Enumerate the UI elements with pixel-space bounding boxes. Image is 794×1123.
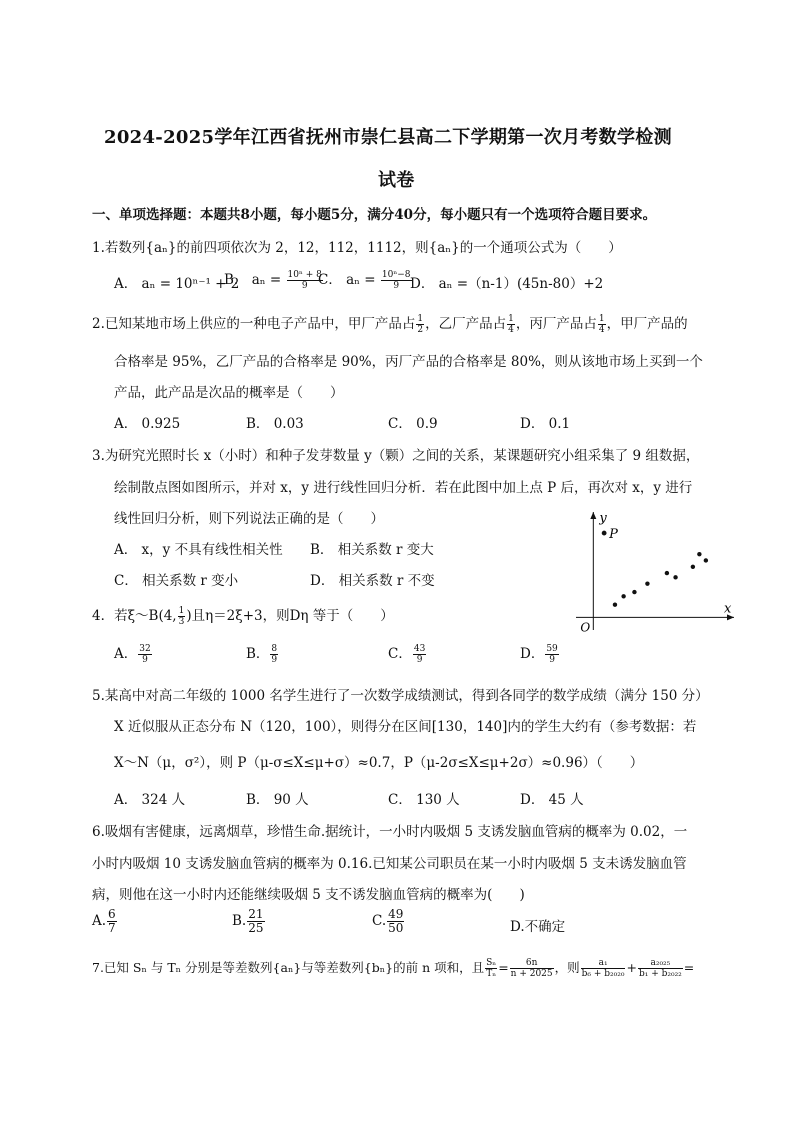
q2-option-b: B． 0.03: [246, 416, 304, 432]
q5-option-a: A． 324 人: [114, 792, 186, 808]
q7-f1-num: Sₙ: [486, 958, 497, 968]
q2-line2: 合格率是 95%，乙厂产品的合格率是 90%，丙厂产品的合格率是 80%，则从该地市场上买到一个: [114, 354, 703, 370]
q3-option-d: D． 相关系数 r 不变: [310, 573, 435, 589]
q4-stem: [92, 604, 394, 627]
q4-d-num: 59: [546, 644, 558, 654]
q2-option-d: D． 0.1: [520, 416, 571, 432]
q6-b-num: 21: [248, 907, 264, 921]
scatter-point-9: [704, 558, 708, 562]
point-p-label: P: [609, 527, 618, 543]
scatter-point-2: [621, 594, 625, 598]
q4-a-fraction: [138, 644, 151, 665]
q2-option-a: A． 0.925: [114, 416, 181, 432]
q2-fraction-yi: [507, 314, 515, 335]
q6-a-den: 7: [108, 921, 116, 935]
q5-option-d: D． 45 人: [520, 792, 584, 808]
q4-stem-a: 4．若ξ～B(4,: [92, 608, 177, 624]
q3-option-c: C． 相关系数 r 变小: [114, 573, 239, 589]
q5-option-c: C． 130 人: [388, 792, 460, 808]
q2-f2-den: 4: [508, 325, 514, 335]
q7-f3-num: a₁: [581, 958, 626, 969]
q7-stem: [92, 958, 694, 979]
q2-fraction-bing: [598, 314, 606, 335]
q7-f4-num: a₂₀₂₅: [638, 958, 683, 969]
q2-text-a: 2.已知某地市场上供应的一种电子产品中，甲厂产品占: [92, 316, 416, 332]
y-axis-label: y: [599, 511, 607, 526]
q6-c-label: C.: [372, 913, 387, 929]
q2-f1-den: 2: [417, 325, 424, 335]
q1-option-c: [318, 268, 413, 291]
q3-line2: 绘制散点图如图所示，并对 x，y 进行线性回归分析．若在此图中加上点 P 后，再次对 x，y 进行: [114, 480, 693, 496]
scatter-point-6: [673, 575, 677, 579]
q4-a-label: A．: [114, 646, 138, 662]
scatter-point-1: [613, 603, 617, 607]
q1-b-numerator: 10ⁿ + 8: [287, 270, 322, 280]
q4-a-num: 32: [139, 644, 151, 654]
exam-title-line1: 2024-2025学年江西省抚州市崇仁县高二下学期第一次月考数学检测: [104, 127, 672, 148]
q4-c-label: C．: [388, 646, 412, 662]
q7-plus: +: [626, 960, 637, 975]
q7-fraction-s-over-t: [485, 958, 497, 979]
q4-b-fraction: [270, 644, 278, 665]
q2-text-b: ，乙厂产品占: [425, 316, 507, 332]
q7-fraction-6n: [510, 958, 554, 979]
q5-line2: X 近似服从正态分布 N（120，100），则得分在区间[130，140]内的学生大约有（参考数据：若: [114, 719, 697, 735]
q7-f4-den: b₁ + b₂₀₂₂: [638, 969, 682, 979]
q4-b-num: 8: [271, 644, 278, 654]
q7-mid: ，则: [554, 960, 580, 975]
q1-c-numerator: 10ⁿ−8: [381, 270, 411, 280]
q2-f1-num: 1: [417, 314, 424, 324]
section-heading: 一、单项选择题：本题共8小题，每小题5分，满分40分，每小题只有一个选项符合题目要求。: [92, 207, 657, 223]
q4-b-den: 9: [271, 655, 278, 665]
q2-line1: [92, 312, 688, 335]
y-axis-arrow: [590, 512, 596, 519]
q2-f2-num: 1: [508, 314, 514, 324]
q1-c-denominator: 9: [393, 281, 400, 291]
q4-option-d: [520, 642, 560, 665]
q6-a-fraction: [107, 908, 117, 935]
q1-option-a: A． aₙ = 10ⁿ⁻¹ + 2: [114, 276, 240, 292]
q4-stem-b: )且η＝2ξ+3，则Dη 等于（ ）: [186, 608, 394, 624]
q3-scatter-plot: [572, 500, 742, 640]
q1-option-b: [224, 268, 324, 291]
q1-b-denominator: 9: [301, 281, 308, 291]
q6-c-den: 50: [388, 921, 404, 935]
scatter-point-7: [691, 565, 695, 569]
scatter-point-p: [602, 531, 607, 536]
q7-f2-den: n + 2025: [510, 969, 553, 979]
q6-line3: 病，则他在这一小时内还能继续吸烟 5 支不诱发脑血管病的概率为( ): [92, 887, 525, 903]
q7-fraction-a1: [581, 958, 626, 979]
scatter-point-5: [665, 571, 669, 575]
q6-c-num: 49: [388, 907, 404, 921]
q5-line3: X～N（μ，σ²），则 P（μ-σ≤X≤μ+σ）≈0.7，P（μ-2σ≤X≤μ+2σ）≈0.96）（ ）: [114, 755, 644, 771]
q6-a-num: 6: [108, 907, 116, 921]
q7-f3-den: b₆ + b₂₀₂₀: [581, 969, 625, 979]
q4-d-fraction: [545, 644, 558, 665]
q3-option-a: A． x，y 不具有线性相关性: [114, 542, 283, 558]
q2-option-c: C． 0.9: [388, 416, 438, 432]
q7-eq: =: [498, 960, 509, 975]
q6-option-c: [372, 908, 405, 935]
q4-option-a: [114, 642, 153, 665]
q7-text-a: 7.已知 Sₙ 与 Tₙ 分别是等差数列{aₙ}与等差数列{bₙ}的前 n 项和，且: [92, 960, 485, 975]
q4-a-den: 9: [142, 655, 148, 665]
q4-option-c: [388, 642, 427, 665]
q1-stem: 1.若数列{aₙ}的前四项依次为 2，12，112，1112，则{aₙ}的一个通项公式为（ ）: [92, 240, 622, 256]
q5-option-b: B． 90 人: [246, 792, 309, 808]
q1-option-b-prefix: B． aₙ =: [224, 272, 282, 288]
q3-line1: 3.为研究光照时长 x（小时）和种子发芽数量 y（颗）之间的关系，某课题研究小组采集了 9 组数据，: [92, 448, 700, 464]
q7-fraction-a2025: [638, 958, 683, 979]
x-axis-label: x: [724, 601, 732, 617]
q6-option-b: [232, 908, 266, 935]
exam-title-line2: 试卷: [378, 170, 415, 191]
q2-f3-num: 1: [598, 314, 605, 324]
q4-fraction: [178, 606, 186, 627]
q4-frac-den: 3: [178, 617, 185, 627]
q6-b-den: 25: [248, 921, 264, 935]
q4-c-fraction: [413, 644, 426, 665]
q2-text-d: ，甲厂产品的: [606, 316, 688, 332]
q7-end: =: [683, 960, 695, 975]
q5-line1: 5.某高中对高二年级的 1000 名学生进行了一次数学成绩测试，得到各同学的数学成绩（满分 150 分）: [92, 688, 709, 704]
q4-d-den: 9: [549, 655, 555, 665]
q1-option-c-fraction: [381, 270, 412, 291]
q4-option-b: [246, 642, 279, 665]
q4-b-label: B．: [246, 646, 270, 662]
q4-c-num: 43: [413, 644, 426, 654]
q6-line2: 小时内吸烟 10 支诱发脑血管病的概率为 0.16.已知某公司职员在某一小时内吸烟 5 支未诱发脑血管: [92, 856, 687, 872]
q4-d-label: D．: [520, 646, 545, 662]
q6-option-d: D.不确定: [510, 919, 566, 935]
origin-label: O: [580, 620, 591, 635]
q4-c-den: 9: [416, 655, 423, 665]
q6-c-fraction: [387, 908, 404, 935]
scatter-point-4: [645, 581, 649, 585]
scatter-point-8: [697, 552, 701, 556]
q7-f1-den: Tₙ: [486, 969, 497, 979]
q6-b-label: B.: [232, 913, 247, 929]
q1-option-c-prefix: C． aₙ =: [318, 272, 376, 288]
q2-line3: 产品，此产品是次品的概率是（ ）: [114, 385, 344, 401]
q2-fraction-jia: [416, 314, 424, 335]
q6-option-a: [92, 908, 118, 935]
q3-line3: 线性回归分析，则下列说法正确的是（ ）: [114, 511, 384, 527]
q7-f2-num: 6n: [510, 958, 554, 969]
q2-f3-den: 4: [598, 325, 605, 335]
q6-b-fraction: [247, 908, 264, 935]
q6-line1: 6.吸烟有害健康，远离烟草，珍惜生命.据统计，一小时内吸烟 5 支诱发脑血管病的概率为 0.02，一: [92, 824, 688, 840]
q3-option-b: B． 相关系数 r 变大: [310, 542, 434, 558]
q4-frac-num: 1: [178, 606, 185, 616]
scatter-point-3: [632, 590, 636, 594]
q2-text-c: ，丙厂产品占: [515, 316, 597, 332]
q1-option-d: D． aₙ =（n-1）(45n-80）+2: [410, 276, 604, 292]
q6-a-label: A.: [92, 913, 107, 929]
